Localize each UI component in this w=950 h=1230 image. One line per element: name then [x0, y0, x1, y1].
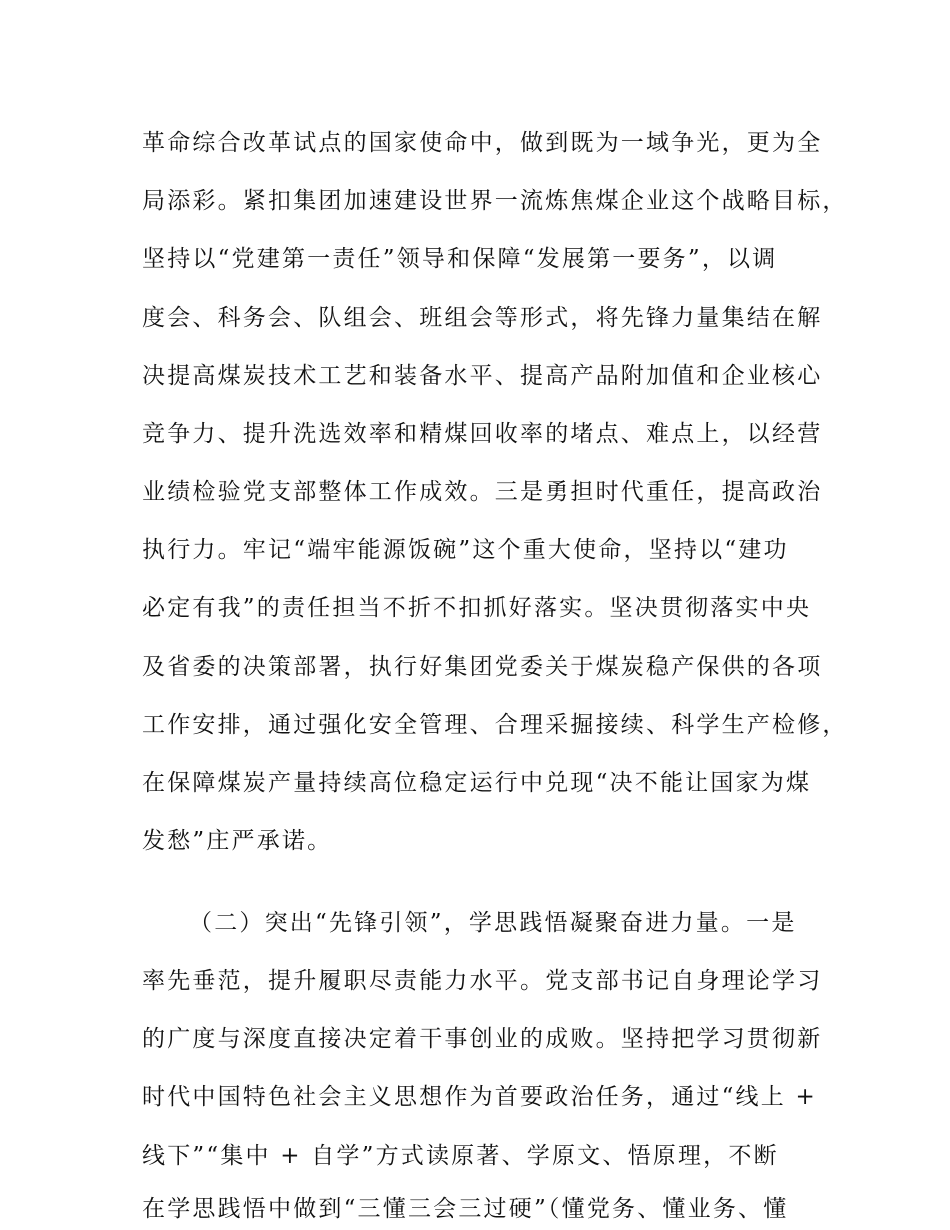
text-line: 局添彩。紧扣集团加速建设世界一流炼焦煤企业这个战略目标， [142, 188, 848, 214]
text-line: 坚持以“党建第一责任”领导和保障“发展第一要务”，以调 [142, 246, 778, 272]
text-line: 决提高煤炭技术工艺和装备水平、提高产品附加值和企业核心 [142, 363, 823, 389]
text-line: 时代中国特色社会主义思想作为首要政治任务，通过“线上 + [142, 1084, 817, 1110]
text-line: 线下”“集中 + 自学”方式读原著、学原文、悟原理，不断 [142, 1143, 779, 1169]
text-line: 率先垂范，提升履职尽责能力水平。党支部书记自身理论学习 [142, 968, 823, 994]
text-line: 及省委的决策部署，执行好集团党委关于煤炭稳产保供的各项 [142, 654, 823, 680]
text-line: 在保障煤炭产量持续高位稳定运行中兑现“决不能让国家为煤 [142, 770, 812, 796]
text-line: 度会、科务会、队组会、班组会等形式，将先锋力量集结在解 [142, 305, 823, 331]
text-line: 的广度与深度直接决定着干事创业的成败。坚持把学习贯彻新 [142, 1026, 823, 1052]
text-line: 革命综合改革试点的国家使命中，做到既为一域争光，更为全 [142, 130, 823, 156]
text-line: 业绩检验党支部整体工作成效。三是勇担时代重任，提高政治 [142, 479, 823, 505]
text-line: 执行力。牢记“端牢能源饭碗”这个重大使命，坚持以“建功 [142, 537, 789, 563]
text-line: 发愁”庄严承诺。 [142, 828, 333, 854]
text-line: 在学思践悟中做到“三懂三会三过硬”（懂党务、懂业务、懂 [142, 1196, 789, 1222]
text-line: 工作安排，通过强化安全管理、合理采掘接续、科学生产检修， [142, 712, 848, 738]
text-line: 必定有我”的责任担当不折不扣抓好落实。坚决贯彻落实中央 [142, 595, 812, 621]
text-line: 竞争力、提升洗选效率和精煤回收率的堵点、难点上，以经营 [142, 421, 823, 447]
text-line: （二）突出“先锋引领”，学思践悟凝聚奋进力量。一是 [189, 910, 797, 936]
